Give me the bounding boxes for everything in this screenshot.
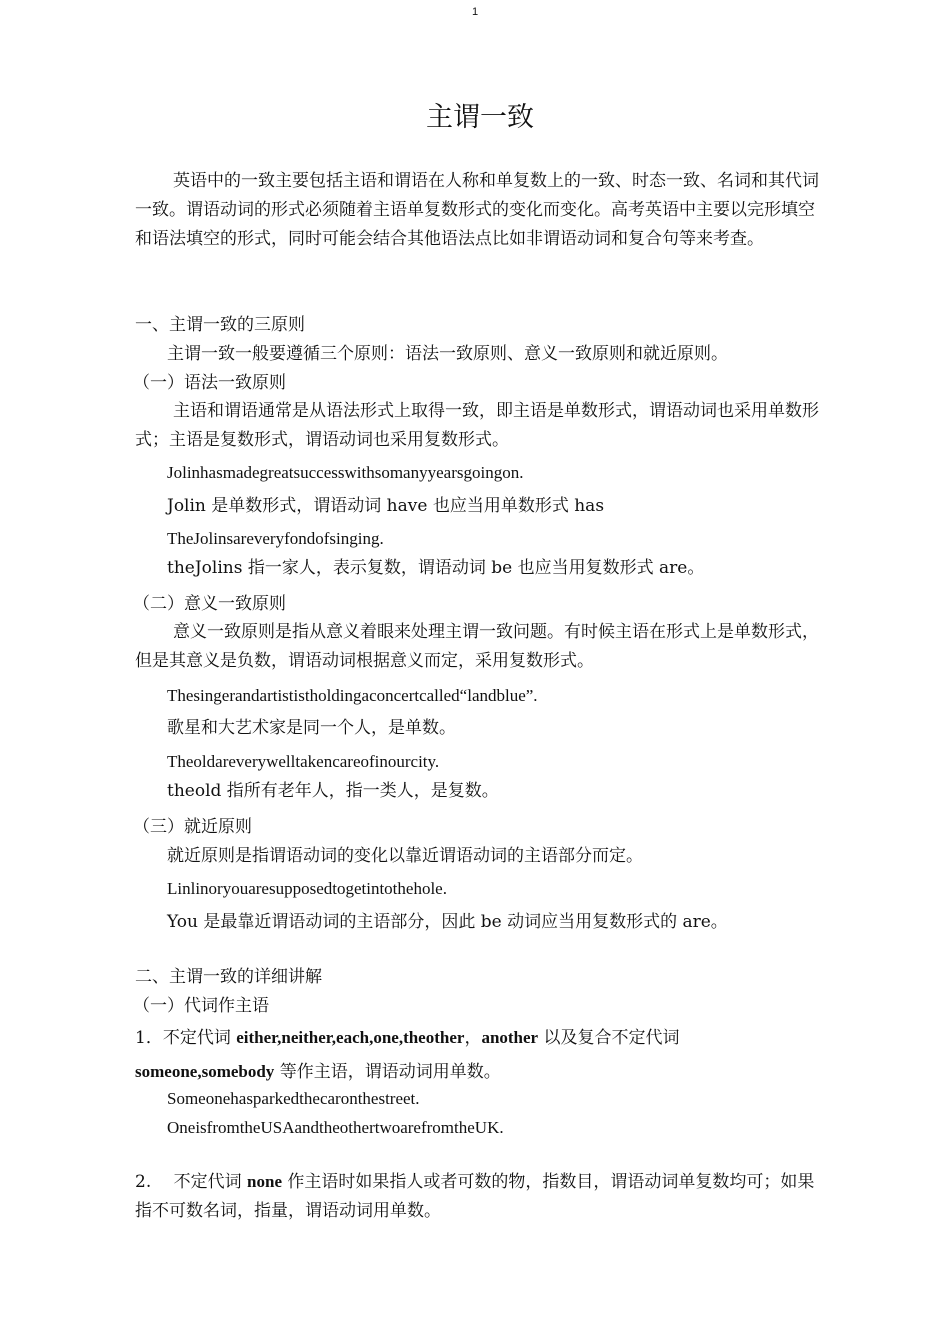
meaning-example-1: Thesingerandartististholdingaconcertcalled“landblue”.: [167, 686, 538, 705]
proximity-example-1: Linlinoryouaresupposedtogetintothehole.: [167, 879, 447, 898]
rule-item-1-mid: 以及复合不定代词: [538, 1028, 680, 1048]
grammar-text: 主语和谓语通常是从语法形式上取得一致，即主语是单数形式，谓语动词也采用单数形式；主语是复数形式，谓语动词也采用复数形式。: [135, 401, 819, 450]
grammar-note-2: theJolins 指一家人，表示复数，谓语动词 be 也应当用复数形式 are。: [167, 558, 705, 578]
rule-item-2-suffix: 作主语时如果指人或者可数的物，指数目，谓语动词单复数均可；如果指不可数名词，指量，谓语动词用单数。: [135, 1172, 815, 1221]
compound-pronouns: someone,somebody: [135, 1062, 275, 1081]
pronoun-none: none: [247, 1172, 282, 1191]
section2-heading: 二、主谓一致的详细讲解: [135, 967, 322, 987]
rule-item-1: [135, 1021, 825, 1089]
meaning-heading: （二）意义一致原则: [133, 594, 286, 614]
page-number: 1: [471, 6, 479, 18]
rule-item-2-prefix: 2. 不定代词: [135, 1172, 248, 1192]
meaning-note-1: 歌星和大艺术家是同一个人，是单数。: [167, 718, 456, 738]
proximity-note-1: You 是最靠近谓语动词的主语部分，因此 be 动词应当用复数形式的 are。: [167, 912, 728, 932]
grammar-note-1: Jolin 是单数形式，谓语动词 have 也应当用单数形式 has: [167, 496, 605, 516]
pronoun-another: another: [481, 1028, 539, 1047]
grammar-heading: （一）语法一致原则: [133, 373, 286, 393]
meaning-text: 意义一致原则是指从意义着眼来处理主谓一致问题。有时候主语在形式上是单数形式，但是其意义是负数，谓语动词根据意义而定，采用复数形式。: [135, 622, 819, 671]
grammar-example-2: TheJolinsareveryfondofsinging.: [167, 529, 384, 548]
rule-item-1-suffix: 等作主语，谓语动词用单数。: [274, 1062, 501, 1082]
document-title: 主谓一致: [426, 102, 534, 133]
rule-item-1-prefix: 1．不定代词: [135, 1028, 237, 1048]
section1-summary: 主谓一致一般要遵循三个原则：语法一致原则、意义一致原则和就近原则。: [167, 344, 728, 364]
pronoun-subject-heading: （一）代词作主语: [133, 996, 269, 1016]
pronoun-example-2: OneisfromtheUSAandtheothertwoarefromtheUK.: [167, 1118, 504, 1137]
rule-item-1-sep: ，: [464, 1028, 482, 1048]
rule-item-2: [135, 1167, 825, 1226]
meaning-note-2: theold 指所有老年人，指一类人，是复数。: [167, 781, 499, 801]
section1-heading: 一、主谓一致的三原则: [135, 315, 305, 335]
intro-paragraph: 英语中的一致主要包括主语和谓语在人称和单复数上的一致、时态一致、名词和其代词一致。谓语动词的形式必须随着主语单复数形式的变化而变化。高考英语中主要以完形填空和语法填空的形式，同时可能会结合其他语法点比如非谓语动词和复合句等来考查。: [135, 171, 819, 249]
proximity-heading: （三）就近原则: [133, 817, 252, 837]
proximity-text: 就近原则是指谓语动词的变化以靠近谓语动词的主语部分而定。: [167, 846, 643, 866]
indefinite-pronouns-list: either,neither,each,one,theother: [236, 1028, 465, 1047]
pronoun-example-1: Someonehasparkedthecaronthestreet.: [167, 1089, 420, 1108]
meaning-example-2: Theoldareverywelltakencareofinourcity.: [167, 752, 440, 771]
grammar-example-1: Jolinhasmadegreatsuccesswithsomanyyearsgoingon.: [167, 463, 524, 482]
